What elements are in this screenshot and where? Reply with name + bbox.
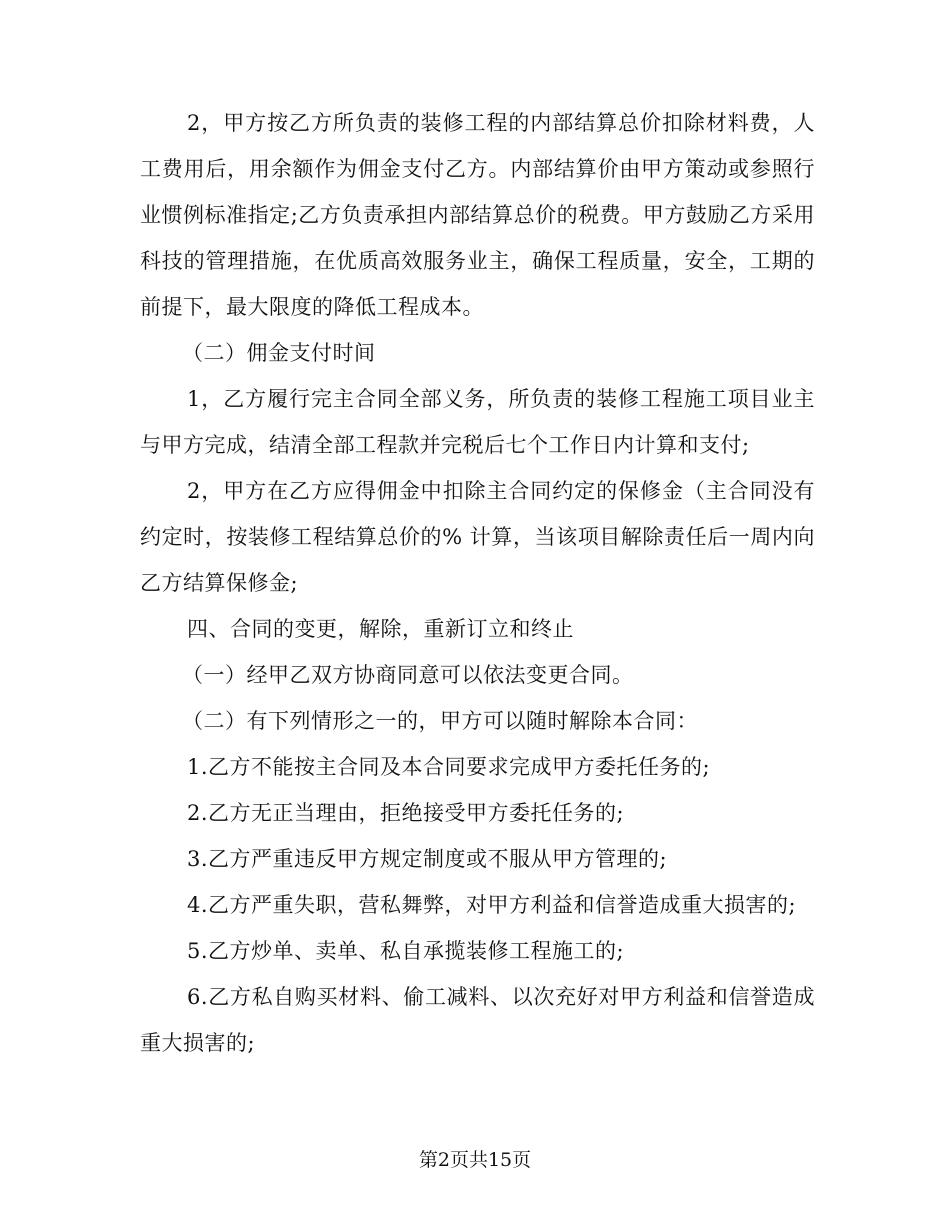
paragraph-payment-clause-2: 2，甲方在乙方应得佣金中扣除主合同约定的保修金（主合同没有约定时，按装修工程结算总价的% 计算，当该项目解除责任后一周内向乙方结算保修金; [140,479,815,595]
section-heading-payment-time: （二）佣金支付时间 [182,341,376,365]
list-item-condition-4: 4.乙方严重失职，营私舞弊，对甲方利益和信誉造成重大损害的; [187,893,797,917]
list-item-condition-1: 1.乙方不能按主合同及本合同要求完成甲方委托任务的; [187,755,711,779]
list-item-condition-6: 6.乙方私自购买材料、偷工减料、以次充好对甲方利益和信誉造成重大损害的; [140,985,815,1055]
paragraph-modification-by-agreement: （一）经甲乙双方协商同意可以依法变更合同。 [182,663,634,687]
list-item-condition-3: 3.乙方严重违反甲方规定制度或不服从甲方管理的; [187,847,668,871]
paragraph-termination-conditions: （二）有下列情形之一的，甲方可以随时解除本合同： [182,709,698,733]
list-item-condition-5: 5.乙方炒单、卖单、私自承揽装修工程施工的; [187,939,625,963]
paragraph-payment-clause-1: 1，乙方履行完主合同全部义务，所负责的装修工程施工项目业主与甲方完成，结清全部工程款并完税后七个工作日内计算和支付; [140,387,815,457]
list-item-condition-2: 2.乙方无正当理由，拒绝接受甲方委托任务的; [187,801,625,825]
section-heading-contract-changes: 四、合同的变更，解除，重新订立和终止 [187,617,574,641]
document-body [140,100,815,1066]
page-number-footer: 第2页共15页 [418,1149,532,1171]
paragraph-commission-calculation: 2，甲方按乙方所负责的装修工程的内部结算总价扣除材料费，人工费用后，用余额作为佣金支付乙方。内部结算价由甲方策动或参照行业惯例标准指定;乙方负责承担内部结算总价的税费。甲方鼓励乙方采用科技的管理措施，在优质高效服务业主，确保工程质量，安全，工期的前提下，最大限度的降低工程成本。 [140,111,815,319]
